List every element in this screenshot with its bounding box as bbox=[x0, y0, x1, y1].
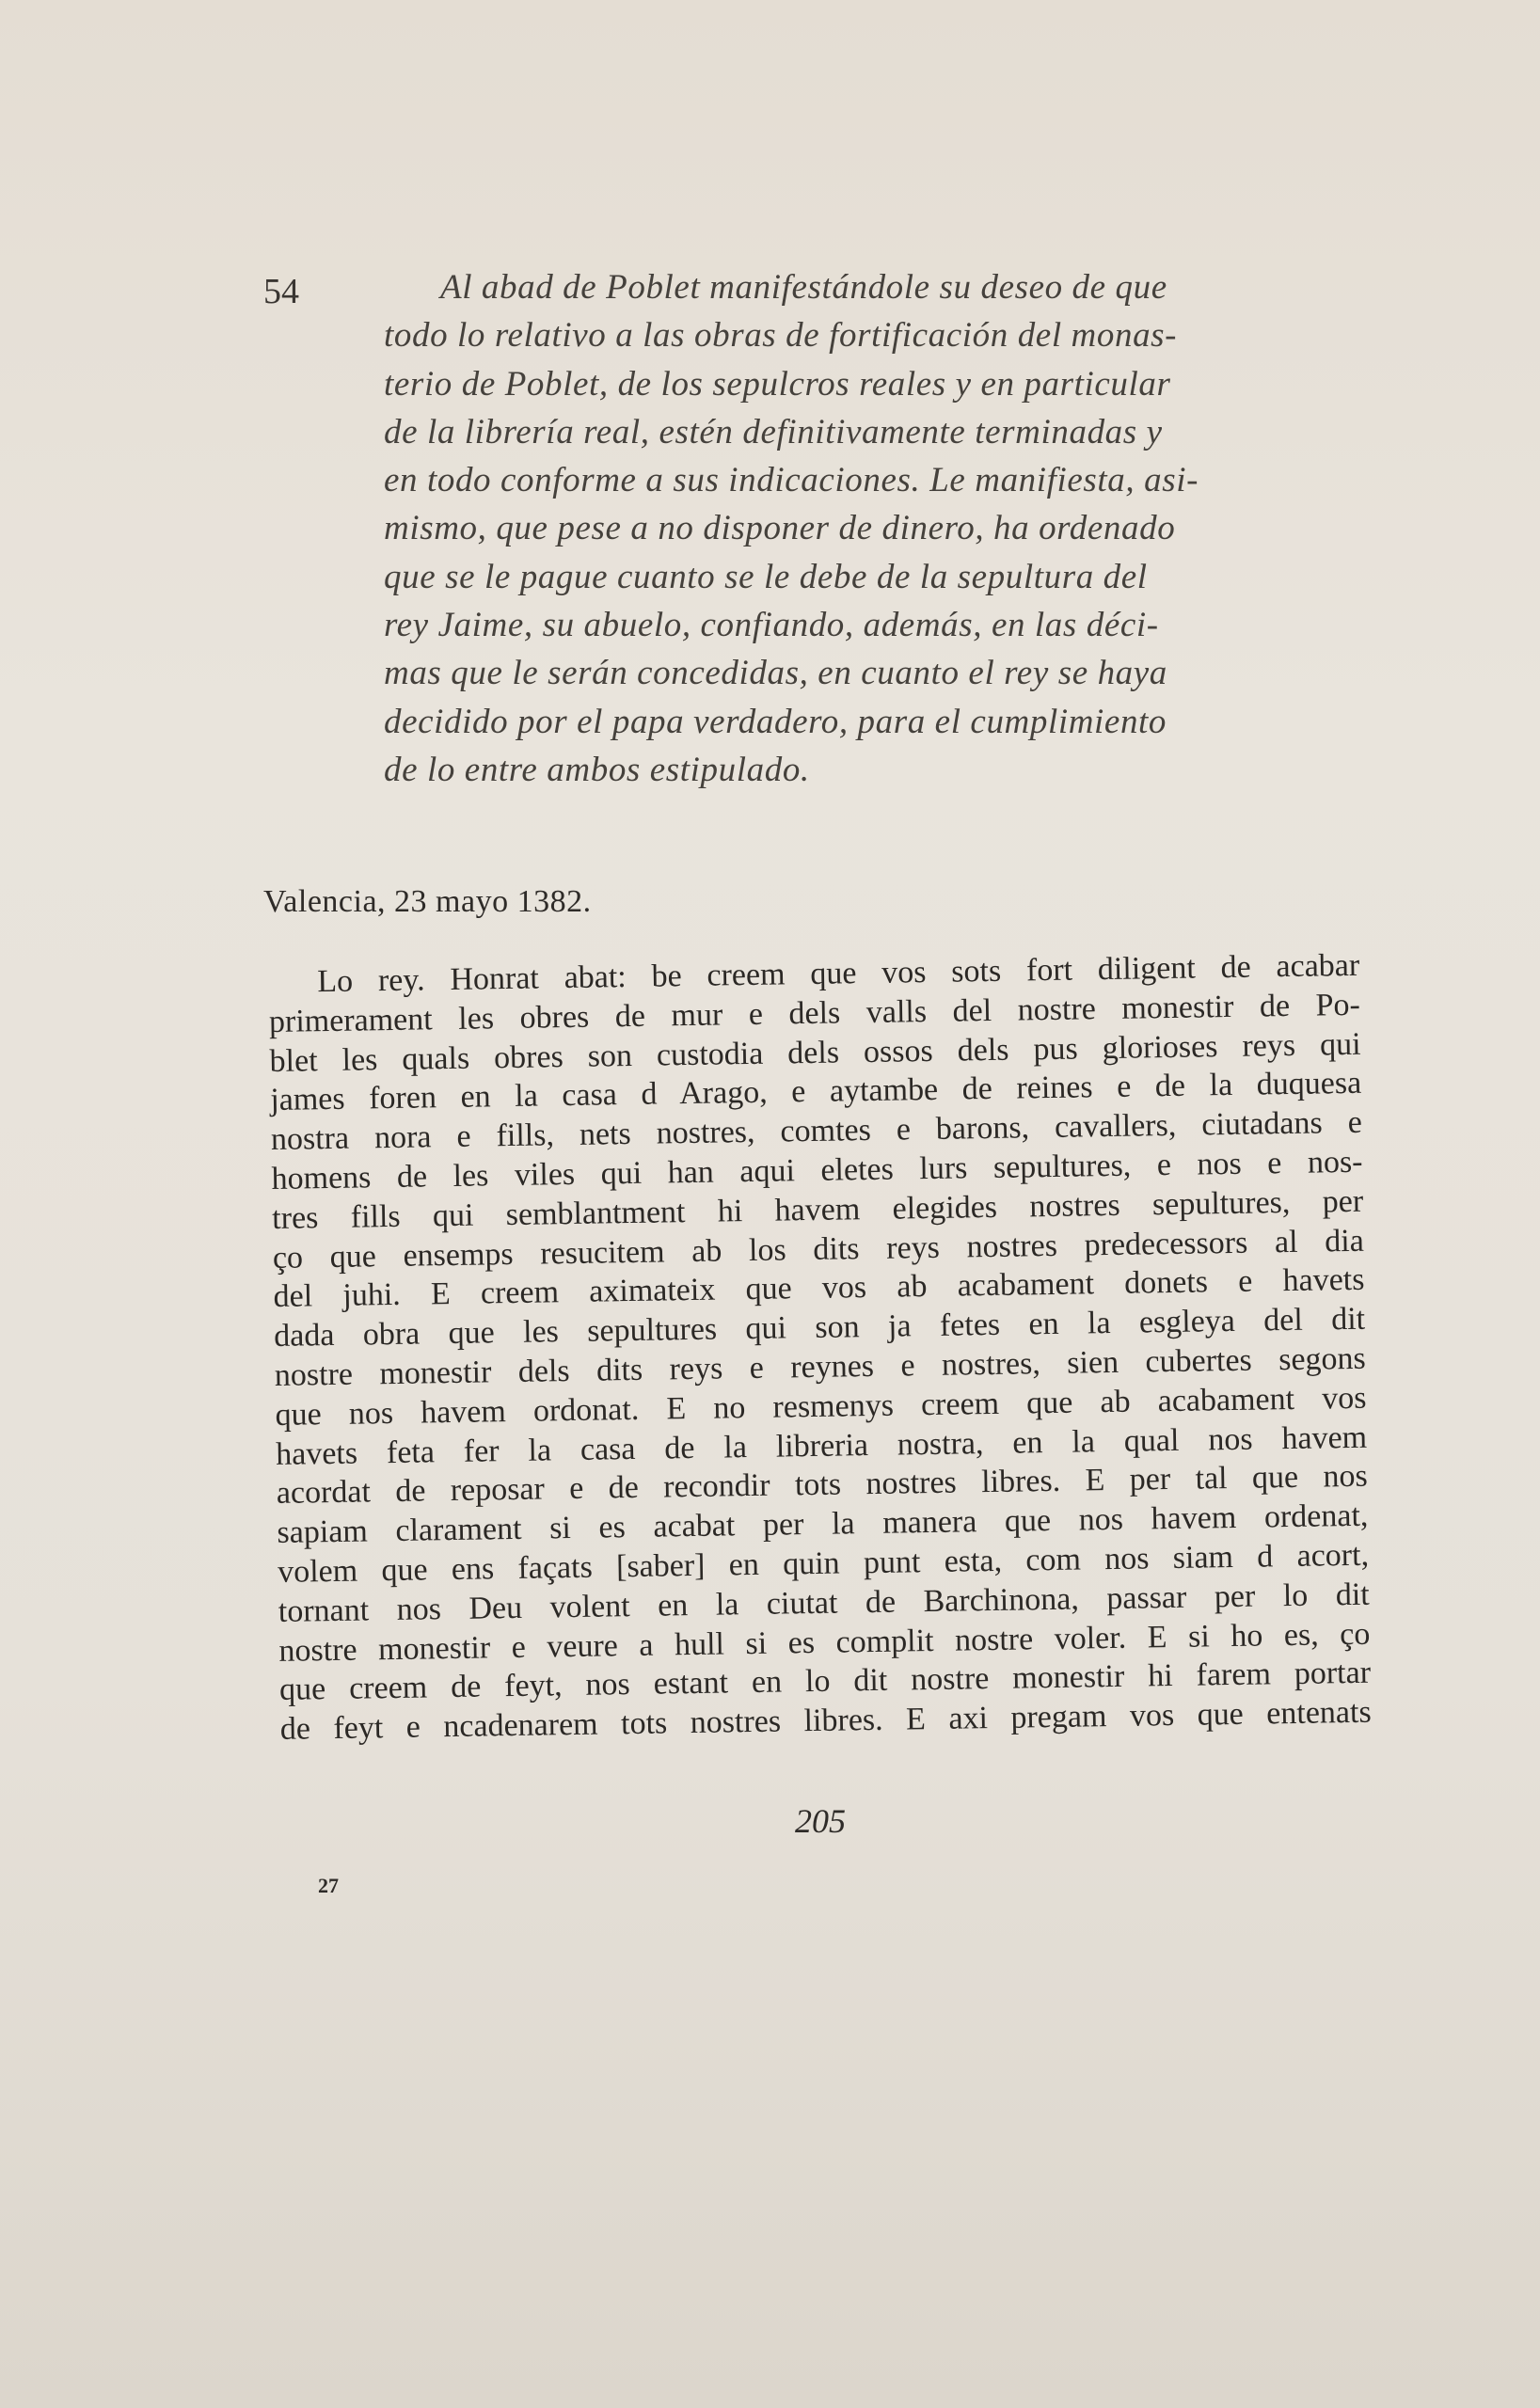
body-line: primerament les obres de mur e dels valls del nostre monestir de Po- bbox=[268, 987, 1361, 1039]
body-line: blet les quals obres son custodia dels ossos dels pus glorioses reys qui bbox=[269, 1026, 1361, 1079]
letter-body bbox=[268, 946, 1372, 1750]
body-line: nostre monestir e veure a hull si es complit nostre voler. E si ho es, ço bbox=[278, 1616, 1371, 1669]
body-line: que nos havem ordonat. E no resmenys creem que ab acabament vos bbox=[275, 1380, 1367, 1433]
body-line: dada obra que les sepultures qui son ja fetes en la esgleya del dit bbox=[273, 1301, 1366, 1354]
body-line: nostra nora e fills, nets nostres, comtes e barons, cavallers, ciutadans e bbox=[270, 1104, 1363, 1158]
summary-line: de la librería real, estén definitivamente terminadas y bbox=[384, 412, 1163, 452]
summary-line: decidido por el papa verdadero, para el cumplimiento bbox=[384, 702, 1167, 741]
summary-line: mas que le serán concedidas, en cuanto el rey se haya bbox=[384, 654, 1167, 693]
summary-line: en todo conforme a sus indicaciones. Le manifiesta, asi- bbox=[384, 461, 1199, 500]
document-summary bbox=[384, 263, 1325, 794]
summary-line: terio de Poblet, de los sepulcros reales y en particular bbox=[384, 364, 1171, 404]
body-line: havets feta fer la casa de la libreria nostra, en la qual nos havem bbox=[275, 1419, 1368, 1472]
summary-line: Al abad de Poblet manifestándole su deseo de que bbox=[440, 268, 1167, 307]
document-number: 54 bbox=[263, 272, 299, 311]
body-line: del juhi. E creem aximateix que vos ab acabament donets e havets bbox=[273, 1262, 1365, 1315]
body-line: nostre monestir dels dits reys e reynes e nostres, sien cubertes segons bbox=[274, 1340, 1367, 1393]
body-line: Lo rey. Honrat abat: be creem que vos sots fort diligent de acabar bbox=[317, 947, 1360, 1000]
body-line: acordat de reposar e de recondir tots nostres libres. E per tal que nos bbox=[276, 1459, 1369, 1512]
body-line: sapiam clarament si es acabat per la manera que nos havem ordenat, bbox=[277, 1497, 1369, 1551]
dateline: Valencia, 23 mayo 1382. bbox=[263, 884, 592, 919]
body-line: homens de les viles qui han aqui eletes lurs sepultures, e nos e nos- bbox=[271, 1144, 1363, 1196]
signature-mark: 27 bbox=[318, 1874, 339, 1897]
body-line: tres fills qui semblantment hi havem elegides nostres sepultures, per bbox=[271, 1183, 1364, 1236]
body-line: de feyt e ncadenarem tots nostres libres. E axi pregam vos que entenats bbox=[279, 1694, 1372, 1748]
body-line: que creem de feyt, nos estant en lo dit nostre monestir hi farem portar bbox=[278, 1656, 1372, 1708]
summary-line: rey Jaime, su abuelo, confiando, además, en las déci- bbox=[384, 606, 1159, 645]
summary-line: de lo entre ambos estipulado. bbox=[384, 750, 810, 789]
body-line: volem que ens façats [saber] en quin punt esta, com nos siam d acort, bbox=[277, 1537, 1370, 1590]
body-line: tornant nos Deu volent en la ciutat de Barchinona, passar per lo dit bbox=[278, 1576, 1370, 1629]
summary-line: que se le pague cuanto se le debe de la sepultura del bbox=[384, 557, 1148, 596]
page-number: 205 bbox=[795, 1802, 846, 1840]
body-line: james foren en la casa d Arago, e aytambe de reines e de la duquesa bbox=[270, 1066, 1362, 1118]
body-line: ço que ensemps resucitem ab los dits reys nostres predecessors al dia bbox=[272, 1223, 1365, 1275]
summary-line: mismo, que pese a no disponer de dinero, ha ordenado bbox=[384, 509, 1176, 548]
summary-line: todo lo relativo a las obras de fortificación del monas- bbox=[384, 316, 1178, 356]
